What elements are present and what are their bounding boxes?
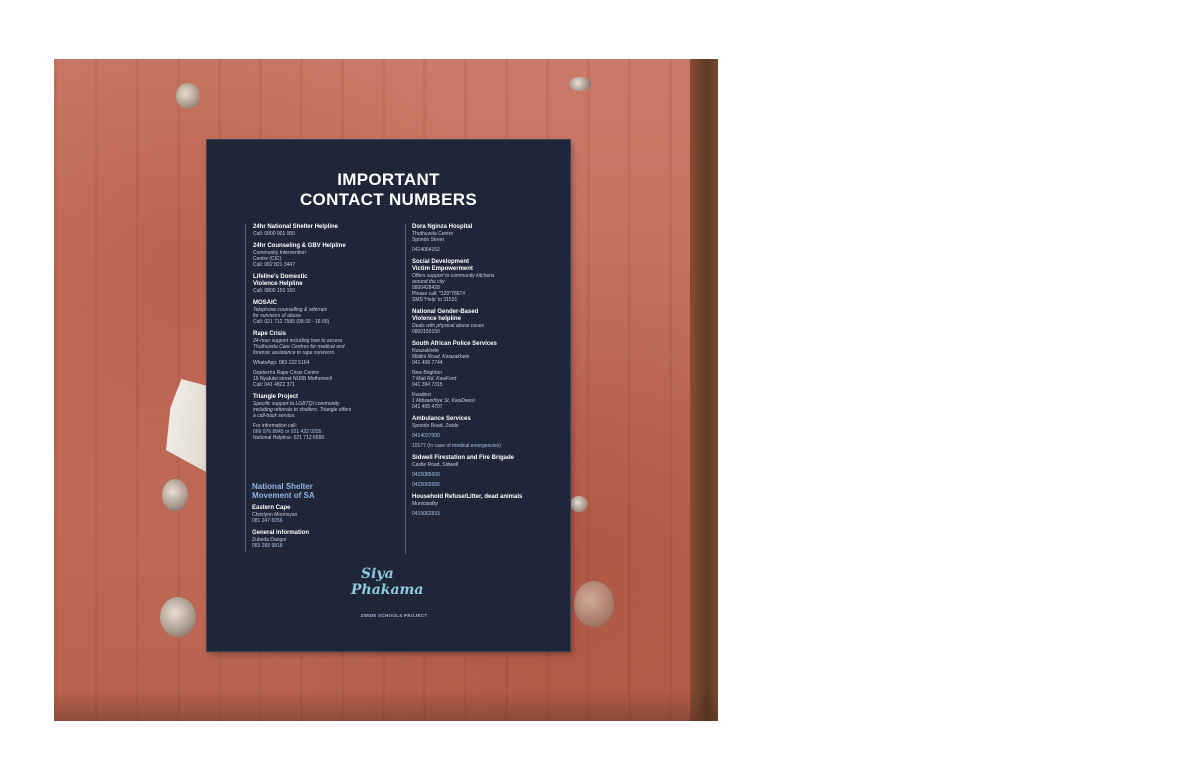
entry-line: 041 405 4707 bbox=[412, 404, 443, 410]
siya-phakama-logo bbox=[347, 563, 437, 623]
entry-line: Mbilini Road, Kwazakhele bbox=[412, 354, 470, 360]
entry-heading: Ambulance Services bbox=[412, 416, 471, 422]
entry-phone: 0415062833 bbox=[412, 511, 440, 517]
entry-phone: 066 076 8845 or 021 422 0255 bbox=[253, 429, 322, 435]
entry-line: 16 Nyalutsi street NU6B Motherwell bbox=[253, 376, 332, 382]
entry-heading: Rape Crisis bbox=[253, 331, 287, 337]
entry-line: Castle Road, Sidwell bbox=[412, 462, 459, 468]
entry-line: Call: 0800 001 005 bbox=[253, 231, 295, 237]
entry-heading: Eastern Cape bbox=[252, 505, 291, 511]
entry-line: Community Intervention bbox=[253, 250, 306, 256]
entry-line: Centre (CIC) bbox=[253, 256, 282, 262]
entry-heading: Violence Helpline bbox=[253, 281, 303, 287]
entry-heading: Lifeline's Domestic bbox=[253, 274, 308, 280]
entry-line: Offers support to community kitchens bbox=[412, 273, 495, 279]
entry-phone: 10177 (In case of medical emergencies) bbox=[412, 443, 501, 449]
entry-line: 0414064152 bbox=[412, 247, 440, 253]
entry-line: Call: 082 821 3447 bbox=[253, 262, 295, 268]
entry-line: For information call: bbox=[253, 423, 297, 429]
entry-phone: 081 247 6056 bbox=[252, 518, 283, 524]
shelter-movement-title-line1: National Shelter bbox=[252, 482, 313, 491]
entry-line: 7 Mati Rd, KwaFord bbox=[412, 376, 457, 382]
logo-line1: Siya bbox=[361, 566, 394, 582]
contact-entry bbox=[253, 331, 383, 388]
entry-line: Thuthuzela Care Centres for medical and bbox=[253, 344, 345, 350]
entry-line: Municipality bbox=[412, 501, 439, 507]
entry-heading: 24hr National Shelter Helpline bbox=[253, 224, 339, 230]
entry-heading: Triangle Project bbox=[253, 394, 299, 400]
paint-patch bbox=[166, 379, 210, 474]
entry-phone: 0414037000 bbox=[412, 433, 440, 439]
logo-line2: Phakama bbox=[351, 582, 424, 598]
entry-line: Zubeda Dangor bbox=[252, 537, 287, 543]
right-column bbox=[405, 224, 562, 554]
contact-entry bbox=[412, 224, 562, 253]
entry-heading: Social Development bbox=[412, 259, 470, 265]
contact-entry bbox=[412, 259, 562, 303]
rust-edge bbox=[690, 59, 718, 721]
contact-entry bbox=[253, 394, 383, 441]
entry-line: New Brighton bbox=[412, 370, 443, 376]
contact-entry bbox=[412, 309, 562, 335]
entry-line: Call: 0800 150 150 bbox=[253, 288, 295, 294]
rust-shadow bbox=[54, 689, 718, 721]
shelter-movement-title bbox=[252, 482, 372, 500]
entry-heading: National Gender-Based bbox=[412, 309, 479, 315]
bolt bbox=[574, 581, 614, 627]
sign-title-line2: CONTACT NUMBERS bbox=[299, 190, 477, 209]
entry-line: a call-back service. bbox=[253, 413, 296, 419]
entry-line: Deals with physical abuse cases bbox=[412, 323, 484, 329]
entry-line: 0800428428 bbox=[412, 285, 440, 291]
shelter-movement-section bbox=[252, 482, 372, 555]
entry-line: SMS 'Help' to 31531 bbox=[412, 297, 458, 303]
contact-entry bbox=[412, 494, 562, 517]
shelter-movement-title-line2: Movement of SA bbox=[252, 491, 315, 500]
entry-heading: Household Refuse/Litter, dead animals bbox=[412, 494, 523, 500]
entry-line: Call: 041 4822 371 bbox=[253, 382, 295, 388]
entry-heading: 24hr Counseling & GBV Helpline bbox=[253, 243, 346, 249]
entry-line: 0800150150 bbox=[412, 329, 440, 335]
entry-line: Specific support to LGBTQI community bbox=[253, 401, 340, 407]
rusty-wall-photo bbox=[54, 59, 718, 721]
entry-line: Kwazakhele bbox=[412, 348, 439, 354]
entry-line: around the city bbox=[412, 279, 445, 285]
entry-line: WhatsApp: 083 222 5164 bbox=[253, 360, 310, 366]
entry-line: forensic assistance to rape survivors. bbox=[253, 350, 336, 356]
entry-line: Gqeberha Rape Crisis Centre bbox=[253, 370, 319, 376]
entry-line: Spondo Street bbox=[412, 237, 444, 243]
entry-line: Spondo Road, Zwide bbox=[412, 423, 459, 429]
entry-line: Thuthuzela Centre bbox=[412, 231, 454, 237]
entry-line: Chrislynn Moonsyan bbox=[252, 512, 298, 518]
contact-entry bbox=[253, 243, 383, 268]
contact-sign bbox=[207, 140, 570, 651]
bolt bbox=[162, 479, 188, 511]
entry-heading: Victim Empowerment bbox=[412, 266, 473, 272]
entry-heading: Sidwell Firestation and Fire Brigade bbox=[412, 455, 515, 461]
contact-entry bbox=[412, 416, 562, 449]
entry-line: National Helpline: 021 712 6699 bbox=[253, 435, 325, 441]
entry-line: for survivors of abuse. bbox=[253, 313, 303, 319]
entry-line: Kwadesi bbox=[412, 392, 431, 398]
contact-entry bbox=[253, 224, 383, 237]
entry-heading: Violence helpline bbox=[412, 316, 461, 322]
bolt bbox=[569, 77, 591, 91]
entry-heading: South African Police Services bbox=[412, 341, 497, 347]
bolt bbox=[176, 83, 200, 109]
entry-heading: General information bbox=[252, 530, 310, 536]
contact-entry bbox=[412, 455, 562, 488]
entry-phone: 083 289 9818 bbox=[252, 543, 283, 549]
entry-line: 24-hour support including how to access bbox=[253, 338, 343, 344]
contact-entry bbox=[412, 341, 562, 410]
contact-entry bbox=[253, 274, 383, 294]
contact-entry bbox=[252, 530, 372, 549]
sign-title bbox=[207, 170, 570, 210]
entry-phone: 0415065566 bbox=[412, 482, 440, 488]
sign-title-line1: IMPORTANT bbox=[337, 170, 440, 189]
contact-entry bbox=[252, 505, 372, 524]
entry-line: Call: 021 712 7585 (08:30 - 16:00) bbox=[253, 319, 330, 325]
entry-line: Please call: *120*7867# bbox=[412, 291, 466, 297]
entry-line: including referrals to shelters. Triangle offers bbox=[253, 407, 352, 413]
entry-line: 1 Mdwanihlye St, KwaDwesi bbox=[412, 398, 475, 404]
entry-phone: 0415085600 bbox=[412, 472, 440, 478]
bolt bbox=[160, 597, 196, 637]
entry-heading: MOSAIC bbox=[253, 300, 277, 306]
bolt bbox=[570, 496, 588, 512]
entry-line: Telephone counselling & referrals bbox=[253, 307, 328, 313]
entry-heading: Dora Nginza Hospital bbox=[412, 224, 473, 230]
entry-line: 041 408 7744 bbox=[412, 360, 443, 366]
contact-entry bbox=[253, 300, 383, 325]
entry-line: 041 394 7315 bbox=[412, 382, 443, 388]
logo-subtitle: ZWIDE SCHOOLS PROJECT bbox=[360, 613, 428, 618]
